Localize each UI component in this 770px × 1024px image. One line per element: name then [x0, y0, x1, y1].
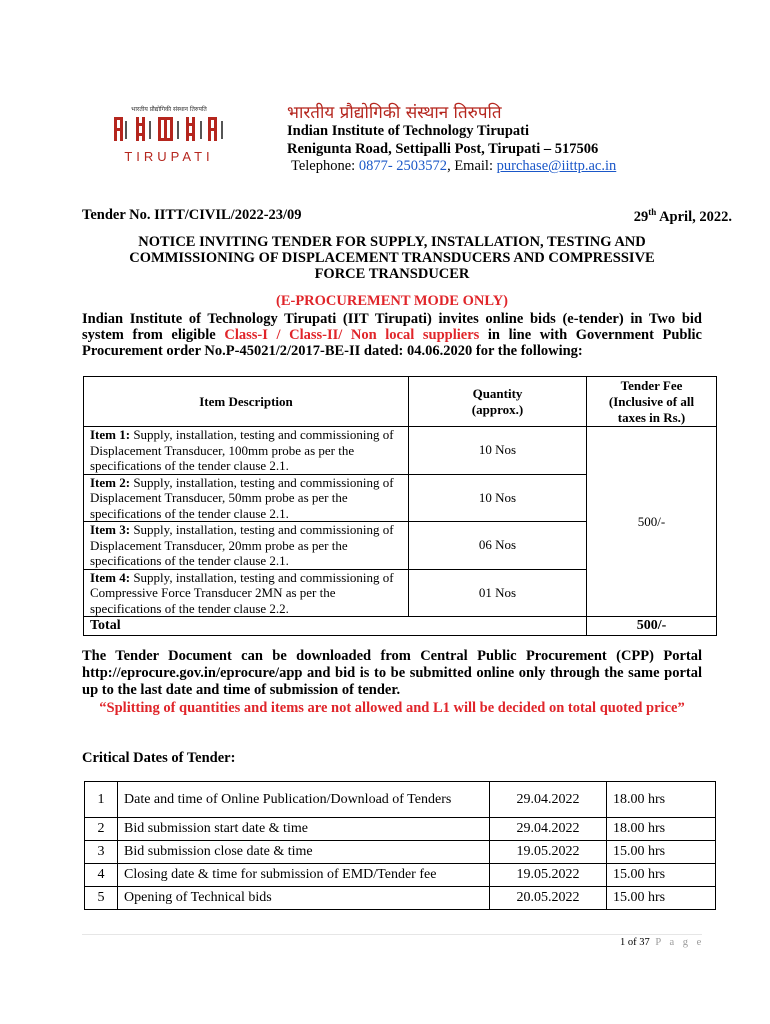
total-row [84, 617, 717, 636]
table-row: 4 Closing date & time for submission of EMD/Tender fee 19.05.2022 15.00 hrs [85, 864, 716, 887]
event: Bid submission start date & time [118, 818, 490, 841]
items-table [83, 376, 717, 636]
table-row: 1 Date and time of Online Publication/Download of Tenders 29.04.2022 18.00 hrs [85, 782, 716, 818]
email-label: , Email: [447, 158, 497, 174]
date: 19.05.2022 [490, 864, 607, 887]
iit-tirupati-logo [108, 103, 230, 165]
procurement-mode: (E-PROCUREMENT MODE ONLY) [275, 293, 508, 309]
notice-title-line2: COMMISSIONING OF DISPLACEMENT TRANSDUCERS AND COMPRESSIVE [129, 250, 655, 266]
tender-date: 29th April, 2022. [633, 207, 732, 225]
item-quantity: 06 Nos [409, 522, 587, 570]
table-row: 5 Opening of Technical bids 20.05.2022 15.00 hrs [85, 887, 716, 910]
table-row: 2 Bid submission start date & time 29.04.2022 18.00 hrs [85, 818, 716, 841]
contact-line [291, 158, 616, 175]
institute-hindi-name: भारतीय प्रौद्योगिकी संस्थान तिरुपति [287, 103, 502, 123]
event: Closing date & time for submission of EMD/Tender fee [118, 864, 490, 887]
critical-dates-table [84, 781, 716, 910]
time: 15.00 hrs [607, 887, 716, 910]
item-quantity: 10 Nos [409, 474, 587, 522]
total-label: Total [84, 617, 587, 636]
critical-dates-heading: Critical Dates of Tender: [82, 750, 236, 766]
item-quantity: 10 Nos [409, 427, 587, 475]
date: 19.05.2022 [490, 841, 607, 864]
date: 29.04.2022 [490, 782, 607, 818]
tender-fee-value: 500/- [587, 427, 717, 617]
page-number: 1 of 37 P a g e [620, 937, 705, 948]
date: 29.04.2022 [490, 818, 607, 841]
date: 20.05.2022 [490, 887, 607, 910]
logo-hindi-text: भारतीय प्रौद्योगिकी संस्थान तिरुपति [131, 106, 207, 113]
total-value: 500/- [587, 617, 717, 636]
logo-word: TIRUPATI [124, 149, 214, 164]
table-row [84, 427, 717, 475]
header-quantity: Quantity (approx.) [409, 377, 587, 427]
header-tender-fee: Tender Fee (Inclusive of all taxes in Rs.) [587, 377, 717, 427]
time: 18.00 hrs [607, 818, 716, 841]
tender-number: Tender No. IITT/CIVIL/2022-23/09 [82, 207, 302, 223]
time: 15.00 hrs [607, 841, 716, 864]
item-description: Item 4: Supply, installation, testing and commissioning of Compressive Force Transducer 2MN as per the specifications of the tender clause 2.2. [84, 569, 409, 617]
notice-title-line3: FORCE TRANSDUCER [314, 266, 470, 282]
table-row: 3 Bid submission close date & time 19.05.2022 15.00 hrs [85, 841, 716, 864]
intro-paragraph: Indian Institute of Technology Tirupati (IIT Tirupati) invites online bids (e-tender) in Two bid system from eligible Class-I / Class-II/ Non local suppliers in line with Government Public Procurement order No.P-45021/2/2017-BE-II dated: 04.06.2020 for the following: [82, 311, 702, 359]
header-item-description: Item Description [84, 377, 409, 427]
time: 15.00 hrs [607, 864, 716, 887]
event: Bid submission close date & time [118, 841, 490, 864]
institute-address: Renigunta Road, Settipalli Post, Tirupati – 517506 [287, 141, 599, 157]
supplier-class-highlight: Class-I / Class-II/ Non local suppliers [224, 327, 480, 343]
time: 18.00 hrs [607, 782, 716, 818]
notice-title [82, 234, 702, 282]
event: Opening of Technical bids [118, 887, 490, 910]
item-description: Item 2: Supply, installation, testing and commissioning of Displacement Transducer, 50mm probe as per the specifications of the tender clause 2.1. [84, 474, 409, 522]
event: Date and time of Online Publication/Download of Tenders [118, 782, 490, 818]
splitting-note: “Splitting of quantities and items are not allowed and L1 will be decided on total quoted price” [99, 700, 685, 716]
item-description: Item 3: Supply, installation, testing and commissioning of Displacement Transducer, 20mm probe as per the specifications of the tender clause 2.1. [84, 522, 409, 570]
tel-label: Telephone: [291, 158, 359, 174]
item-description: Item 1: Supply, installation, testing and commissioning of Displacement Transducer, 100mm probe as per the specifications of the tender clause 2.1. [84, 427, 409, 475]
item-quantity: 01 Nos [409, 569, 587, 617]
download-paragraph: The Tender Document can be downloaded from Central Public Procurement (CPP) Portal http://eprocure.gov.in/eprocure/app and bid is to be submitted online only through the same portal up to the last date and time of submission of tender. [82, 648, 702, 698]
email-link[interactable]: purchase@iittp.ac.in [496, 158, 617, 174]
footer-divider [82, 934, 702, 935]
institute-name: Indian Institute of Technology Tirupati [287, 123, 530, 139]
notice-title-line1: NOTICE INVITING TENDER FOR SUPPLY, INSTALLATION, TESTING AND [138, 234, 646, 250]
tel-number: 0877- 2503572 [358, 158, 448, 174]
